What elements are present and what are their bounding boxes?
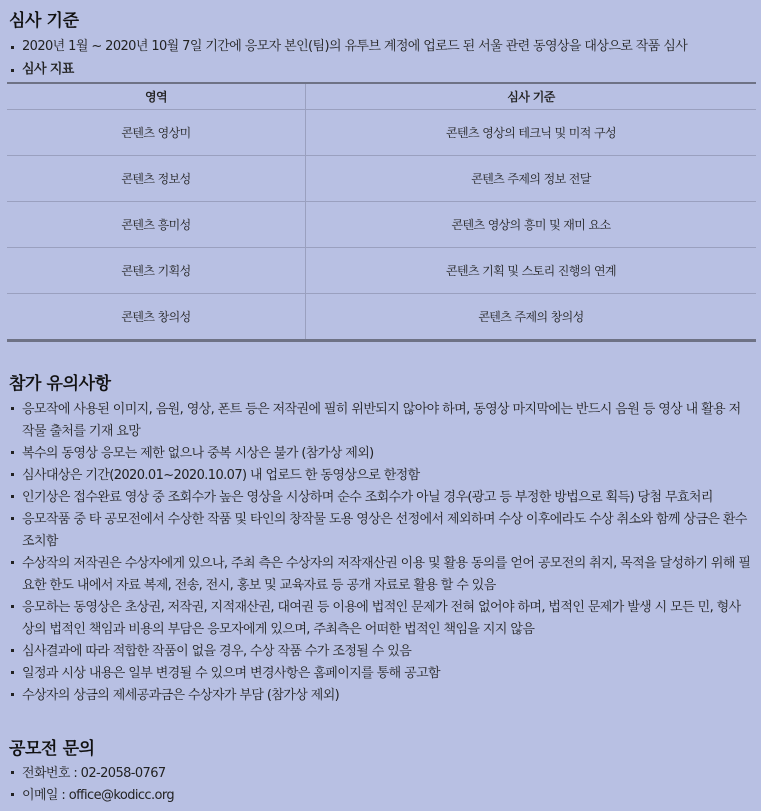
list-item: 수상작의 저작권은 수상자에게 있으나, 주최 측은 수상자의 저작재산권 이용 및 활용 동의를 얻어 공모전의 취지, 목적을 달성하기 위해 필요한 한도 내에서 자료 복제, 전송, 전시, 홍보 및 교육자료 등 공개 자료로 활용 할 수 있음 bbox=[7, 553, 752, 597]
table-cell-criteria: 콘텐츠 주제의 정보 전달 bbox=[306, 156, 757, 202]
list-item: 응모작에 사용된 이미지, 음원, 영상, 폰트 등은 저작권에 필히 위반되지 않아야 하며, 동영상 마지막에는 반드시 음원 등 영상 내 활용 저작물 출처를 기재 요망 bbox=[7, 399, 752, 443]
list-item: 응모작품 중 타 공모전에서 수상한 작품 및 타인의 창작물 도용 영상은 선정에서 제외하며 수상 이후에라도 수상 취소와 함께 상금은 환수 조치함 bbox=[7, 509, 752, 553]
table-cell-area: 콘텐츠 영상미 bbox=[7, 110, 306, 156]
table-cell-area: 콘텐츠 기획성 bbox=[7, 248, 306, 294]
list-item: 심사결과에 따라 적합한 작품이 없을 경우, 수상 작품 수가 조정될 수 있음 bbox=[7, 641, 752, 663]
table-cell-area: 콘텐츠 흥미성 bbox=[7, 202, 306, 248]
table-header-row bbox=[7, 83, 756, 110]
column-header-criteria: 심사 기준 bbox=[306, 83, 757, 110]
list-item: 일정과 시상 내용은 일부 변경될 수 있으며 변경사항은 홈페이지를 통해 공고함 bbox=[7, 663, 752, 685]
review-criteria-table bbox=[7, 82, 756, 342]
table-row bbox=[7, 156, 756, 202]
table-row bbox=[7, 202, 756, 248]
contact-phone: 전화번호 : 02-2058-0767 bbox=[7, 763, 752, 785]
contact-list bbox=[7, 763, 752, 807]
list-item: 응모하는 동영상은 초상권, 저작권, 지적재산권, 대여권 등 이용에 법적인 문제가 전혀 없어야 하며, 법적인 문제가 발생 시 모든 민, 형사상의 법적인 책임과 비용의 부담은 응모자에게 있으며, 주최측은 어떠한 법적인 책임을 지지 않음 bbox=[7, 597, 752, 641]
column-header-area: 영역 bbox=[7, 83, 306, 110]
list-item: 복수의 동영상 응모는 제한 없으나 중복 시상은 불가 (참가상 제외) bbox=[7, 443, 752, 465]
list-item: 심사대상은 기간(2020.01~2020.10.07) 내 업로드 한 동영상으로 한정함 bbox=[7, 465, 752, 487]
table-cell-criteria: 콘텐츠 영상의 흥미 및 재미 요소 bbox=[306, 202, 757, 248]
participation-notes-list bbox=[7, 399, 752, 707]
table-cell-area: 콘텐츠 정보성 bbox=[7, 156, 306, 202]
table-cell-criteria: 콘텐츠 주제의 창의성 bbox=[478, 310, 584, 324]
table-cell-area: 콘텐츠 창의성 bbox=[7, 294, 306, 341]
table-row bbox=[7, 294, 756, 341]
table-cell-criteria: 콘텐츠 영상의 테크닉 및 미적 구성 bbox=[306, 110, 757, 156]
contact-email: 이메일 : office@kodicc.org bbox=[7, 785, 752, 807]
contest-inquiry-heading: 공모전 문의 bbox=[9, 739, 95, 759]
review-criteria-heading: 심사 기준 bbox=[9, 11, 79, 31]
list-item: 수상자의 상금의 제세공과금은 수상자가 부담 (참가상 제외) bbox=[7, 685, 752, 707]
table-row bbox=[7, 110, 756, 156]
list-item: 인기상은 접수완료 영상 중 조회수가 높은 영상을 시상하며 순수 조회수가 아닐 경우(광고 등 부정한 방법으로 획득) 당첨 무효처리 bbox=[7, 487, 752, 509]
review-period-text: 2020년 1월 ~ 2020년 10월 7일 기간에 응모자 본인(팀)의 유투브 계정에 업로드 된 서울 관련 동영상을 대상으로 작품 심사 bbox=[7, 38, 761, 56]
table-cell-criteria: 콘텐츠 기획 및 스토리 진행의 연계 bbox=[306, 248, 757, 294]
table-row bbox=[7, 248, 756, 294]
participation-notes-heading: 참가 유의사항 bbox=[9, 374, 111, 394]
review-indicator-label: 심사 지표 bbox=[7, 61, 74, 79]
